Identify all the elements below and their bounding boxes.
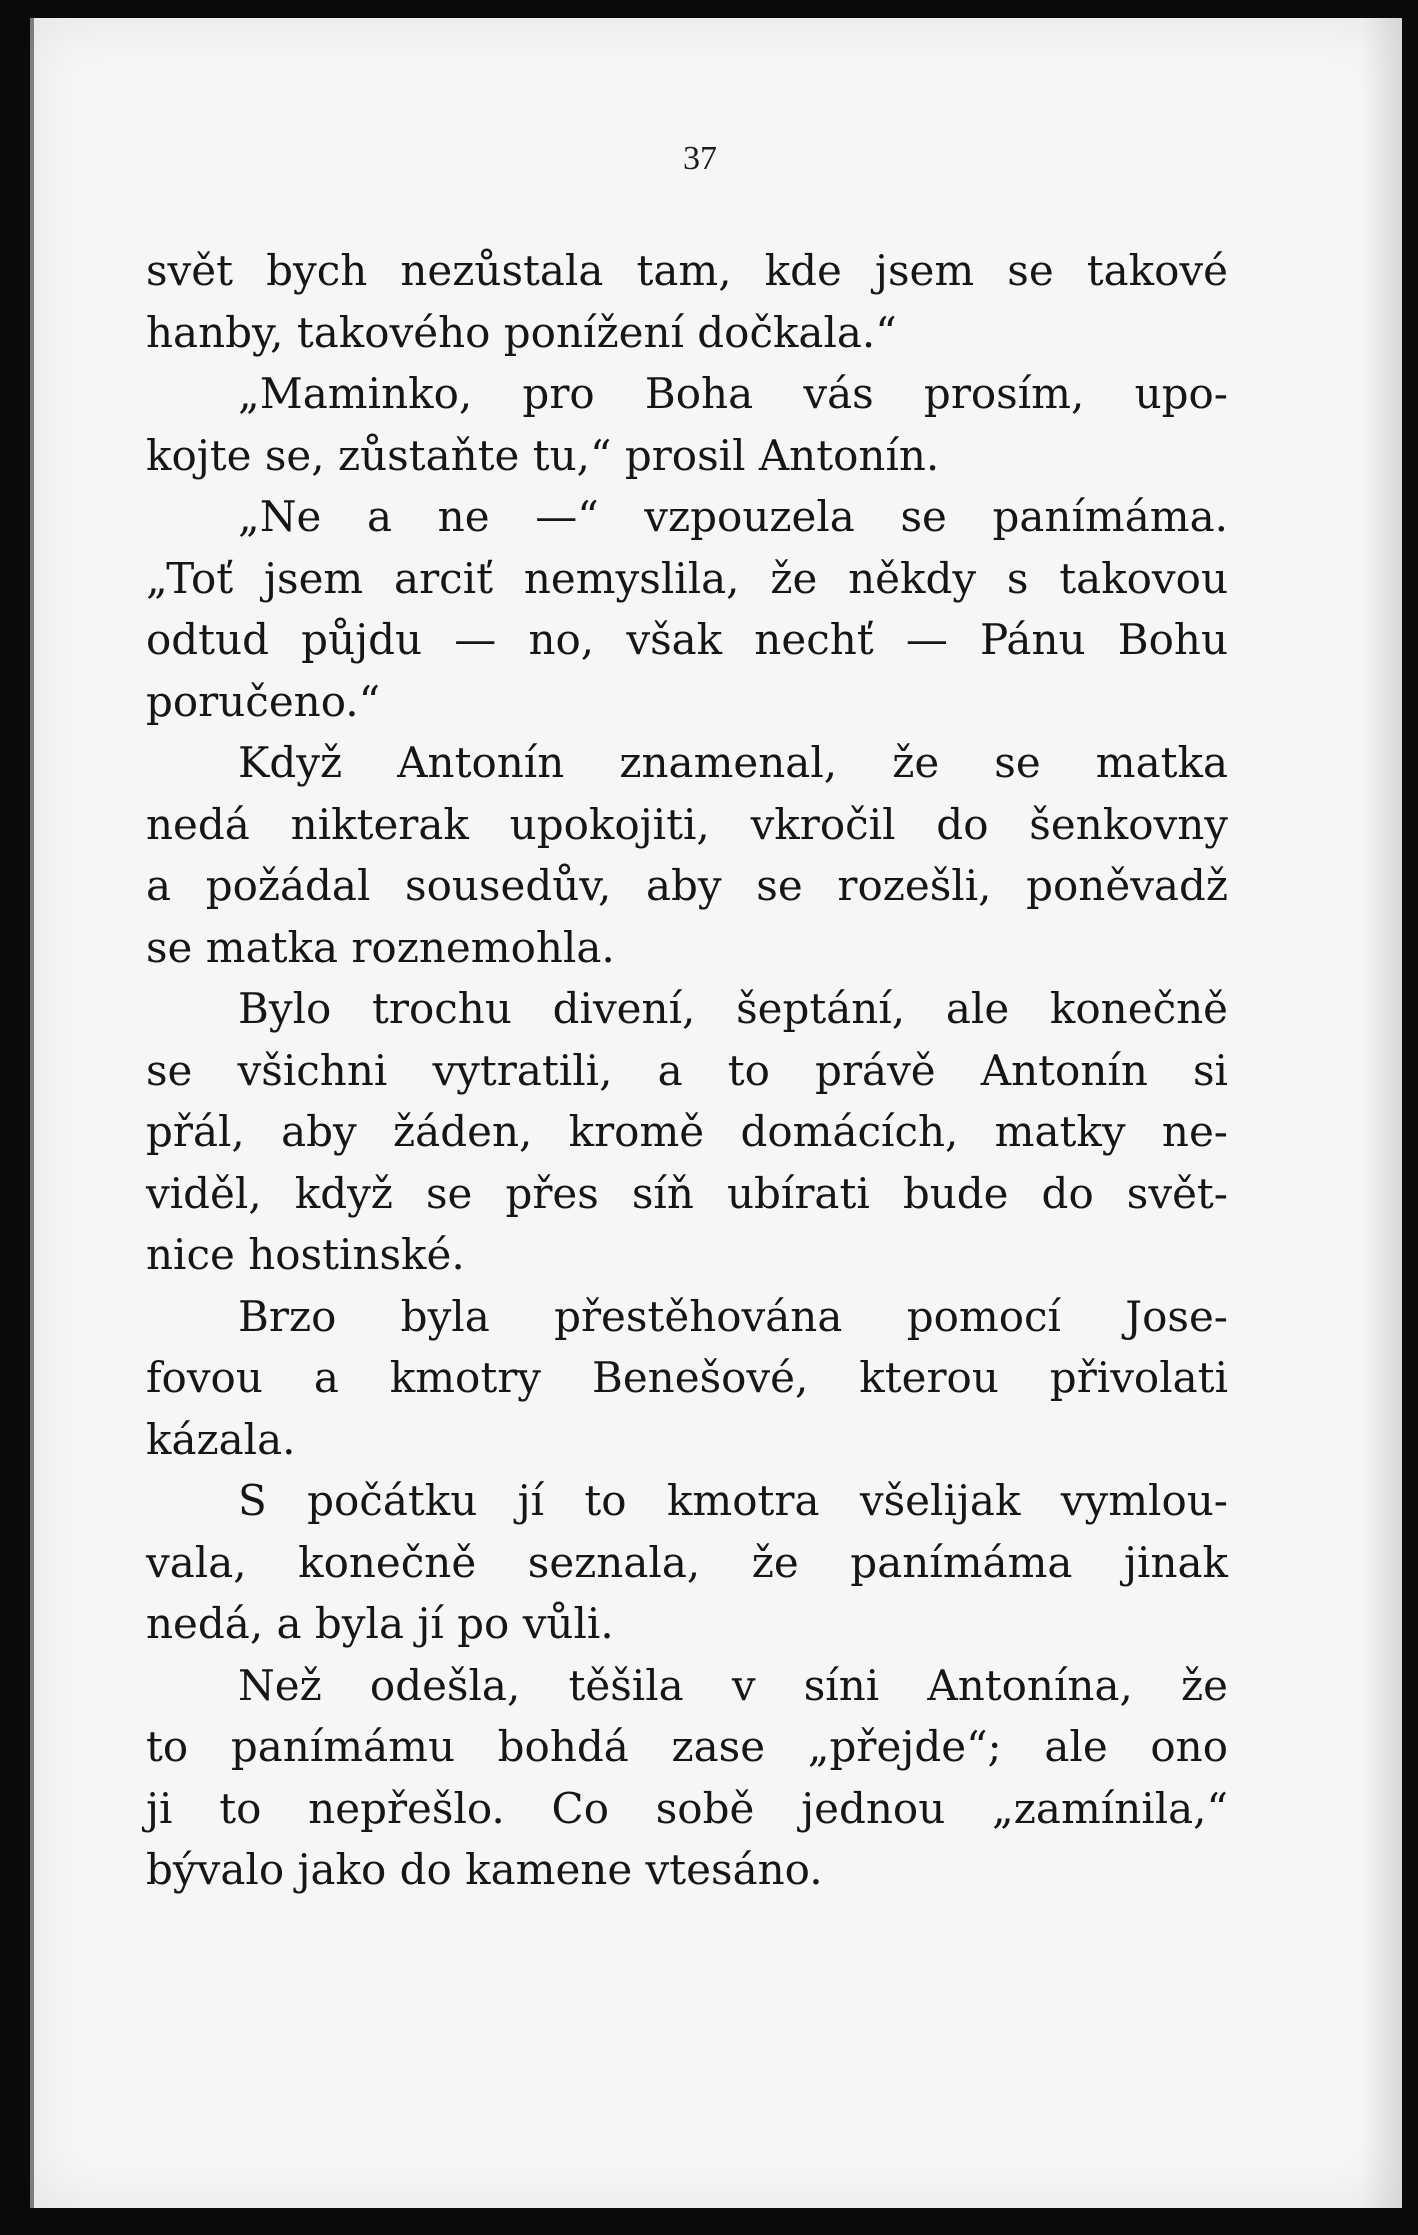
text-line: „Ne a ne —“ vzpouzela se panímáma. <box>238 492 1228 541</box>
text-line: vala, konečně seznala, že panímáma jinak <box>146 1537 1228 1587</box>
paragraph <box>146 486 1228 732</box>
text-line: kojte se, zůstaňte tu,“ prosil Antonín. <box>146 430 940 480</box>
paragraph <box>146 732 1228 978</box>
text-line: odtud půjdu — no, však nechť — Pánu Bohu <box>146 615 1228 664</box>
text-line: přál, aby žáden, kromě domácích, matky ne- <box>146 1107 1228 1156</box>
text-line: Když Antonín znamenal, že se matka <box>238 738 1228 787</box>
text-line: to panímámu bohdá zase „přejde“; ale ono <box>146 1722 1228 1771</box>
text-line: „Toť jsem arciť nemyslila, že někdy s takovou <box>146 553 1228 603</box>
text-line: Brzo byla přestěhována pomocí Jose- <box>238 1291 1228 1341</box>
paragraph <box>146 240 1228 363</box>
paragraph <box>146 363 1228 486</box>
body-text <box>146 240 1228 1901</box>
text-line: svět bych nezůstala tam, kde jsem se takové <box>146 246 1228 295</box>
text-line: nice hostinské. <box>146 1230 465 1279</box>
text-line: viděl, když se přes síň ubírati bude do svět- <box>146 1168 1228 1218</box>
text-line: poručeno.“ <box>146 676 381 726</box>
text-line: fovou a kmotry Benešové, kterou přivolati <box>146 1353 1228 1402</box>
page-number: 37 <box>683 140 717 177</box>
text-line: se matka roznemohla. <box>146 922 615 972</box>
paragraph <box>146 978 1228 1286</box>
text-line: ji to nepřešlo. Co sobě jednou „zamínila,“ <box>146 1783 1228 1833</box>
text-line: kázala. <box>146 1414 296 1464</box>
text-line: hanby, takového ponížení dočkala.“ <box>146 307 897 357</box>
text-line: „Maminko, pro Boha vás prosím, upo- <box>238 369 1228 418</box>
text-line: bývalo jako do kamene vtesáno. <box>146 1845 823 1894</box>
text-line: se všichni vytratili, a to právě Antonín si <box>146 1045 1228 1095</box>
paragraph <box>146 1655 1228 1901</box>
paragraph <box>146 1286 1228 1471</box>
text-line: nedá, a byla jí po vůli. <box>146 1599 614 1648</box>
binding-shadow <box>30 18 34 2208</box>
text-line: Bylo trochu divení, šeptání, ale konečně <box>238 984 1228 1033</box>
text-line: nedá nikterak upokojiti, vkročil do šenkovny <box>146 799 1228 849</box>
paragraph <box>146 1470 1228 1655</box>
text-line: Než odešla, těšila v síni Antonína, že <box>238 1660 1228 1710</box>
text-line: a požádal sousedův, aby se rozešli, poněvadž <box>146 861 1228 910</box>
text-line: S počátku jí to kmotra všelijak vymlou- <box>238 1476 1228 1525</box>
